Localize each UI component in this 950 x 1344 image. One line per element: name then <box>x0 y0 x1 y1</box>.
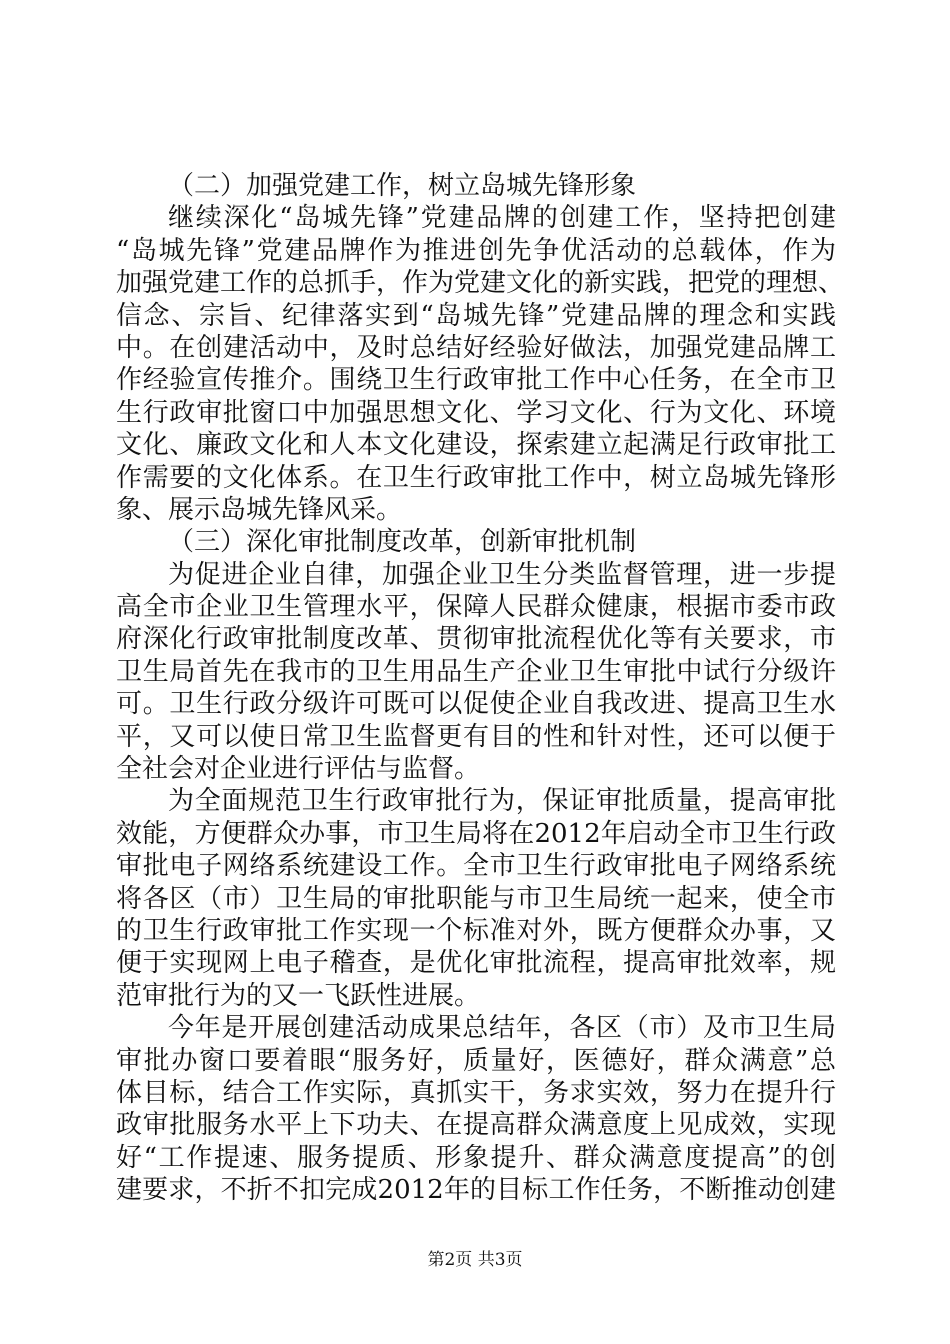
text-line: 审批电子网络系统建设工作。全市卫生行政审批电子网络系统 <box>116 851 836 882</box>
text-line: 作经验宣传推介。围绕卫生行政审批工作中心任务，在全市卫 <box>116 365 836 396</box>
text-line: “岛城先锋”党建品牌作为推进创先争优活动的总载体，作为 <box>116 235 836 266</box>
text-line: 将各区（市）卫生局的审批职能与市卫生局统一起来，使全市 <box>116 883 836 914</box>
text-line: 象、展示岛城先锋风采。 <box>116 494 403 525</box>
text-line: 生行政审批窗口中加强思想文化、学习文化、行为文化、环境 <box>116 397 836 428</box>
paragraph <box>116 559 836 786</box>
text-line: 的卫生行政审批工作实现一个标准对外，既方便群众办事，又 <box>116 915 836 946</box>
text-line: 政审批服务水平上下功夫、在提高群众满意度上见成效，实现 <box>116 1110 836 1141</box>
heading-line: （三）深化审批制度改革，创新审批机制 <box>168 527 637 558</box>
text-line: 建要求，不折不扣完成2012年的目标工作任务，不断推动创建 <box>116 1175 836 1206</box>
text-line: 范审批行为的又一飞跃性进展。 <box>116 980 481 1011</box>
paragraph <box>116 785 836 1012</box>
text-line: 加强党建工作的总抓手，作为党建文化的新实践，把党的理想、 <box>116 268 845 299</box>
section-heading <box>116 170 836 202</box>
text-line: 为全面规范卫生行政审批行为，保证审批质量，提高审批 <box>168 786 836 817</box>
text-line: 卫生局首先在我市的卫生用品生产企业卫生审批中试行分级许 <box>116 656 836 687</box>
text-line: 中。在创建活动中，及时总结好经验好做法，加强党建品牌工 <box>116 332 836 363</box>
document-body <box>116 170 845 1207</box>
paragraph <box>116 202 845 526</box>
section-heading <box>116 526 836 558</box>
page-footer: 第2页 共3页 <box>427 1250 523 1270</box>
text-line: 继续深化“岛城先锋”党建品牌的创建工作，坚持把创建 <box>168 203 836 234</box>
text-line: 府深化行政审批制度改革、贯彻审批流程优化等有关要求，市 <box>116 624 836 655</box>
text-line: 便于实现网上电子稽查，是优化审批流程，提高审批效率，规 <box>116 948 836 979</box>
text-line: 效能，方便群众办事，市卫生局将在2012年启动全市卫生行政 <box>116 818 836 849</box>
text-line: 高全市企业卫生管理水平，保障人民群众健康，根据市委市政 <box>116 592 836 623</box>
paragraph <box>116 1012 836 1206</box>
heading-line: （二）加强党建工作，树立岛城先锋形象 <box>168 171 637 201</box>
text-line: 今年是开展创建活动成果总结年，各区（市）及市卫生局 <box>168 1013 836 1044</box>
text-line: 全社会对企业进行评估与监督。 <box>116 754 481 785</box>
text-line: 为促进企业自律，加强企业卫生分类监督管理，进一步提 <box>168 559 836 590</box>
text-line: 体目标，结合工作实际，真抓实干，务求实效，努力在提升行 <box>116 1077 836 1108</box>
text-line: 信念、宗旨、纪律落实到“岛城先锋”党建品牌的理念和实践 <box>116 300 836 331</box>
text-line: 可。卫生行政分级许可既可以促使企业自我改进、提高卫生水 <box>116 689 836 720</box>
text-line: 作需要的文化体系。在卫生行政审批工作中，树立岛城先锋形 <box>116 462 836 493</box>
text-line: 好“工作提速、服务提质、形象提升、群众满意度提高”的创 <box>116 1142 836 1173</box>
text-line: 平，又可以使日常卫生监督更有目的性和针对性，还可以便于 <box>116 721 836 752</box>
text-line: 文化、廉政文化和人本文化建设，探索建立起满足行政审批工 <box>116 430 836 461</box>
text-line: 审批办窗口要着眼“服务好，质量好，医德好，群众满意”总 <box>116 1045 836 1076</box>
